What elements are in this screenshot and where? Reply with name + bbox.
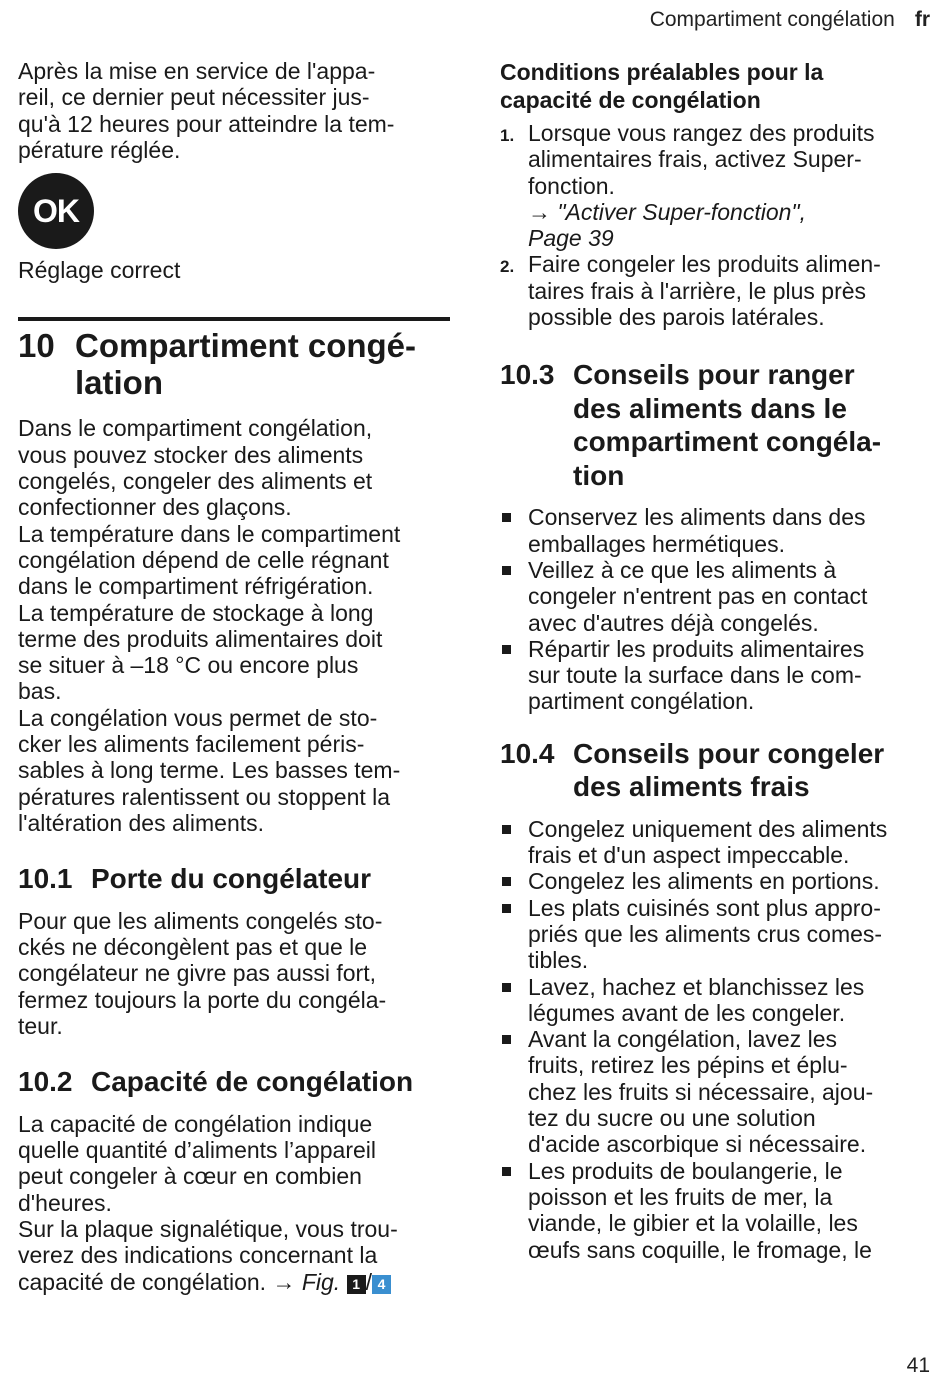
chapter-paragraph: Dans le compartiment congélation, vous pouvez stocker des aliments congelés, congeler des aliments et confectionner des glaçons. [18,415,373,521]
section-10-1-heading [18,862,450,896]
section-number: 10.4 [500,737,555,769]
section-number: 10.3 [500,359,555,391]
chapter-paragraph: La température dans le compartiment congélation dépend de celle régnant dans le compartiment réfrigération. [18,520,401,600]
section-10-3-heading [500,358,932,492]
bullet-square-icon [502,825,511,834]
ok-caption: Réglage correct [18,257,181,284]
chapter-number: 10 [18,327,55,365]
section-title: Capacité de congélation [91,1066,414,1098]
chapter-body [18,415,450,836]
bullet-square-icon [502,877,511,886]
chapter-heading [18,327,450,401]
chapter-rule [18,317,450,321]
list-item-text: Répartir les produits alimentaires sur toute la surface dans le com- partiment congélation. [528,635,865,715]
list-item-text: Congelez les aliments en portions. [528,868,880,895]
step-number: 1. [500,126,515,145]
list-item-text: Avant la congélation, lavez les fruits, retirez les pépins et éplu- chez les fruits si nécessaire, ajou- tez du sucre ou une solution d'acide ascorbique si nécessaire. [528,1026,874,1158]
chapter-paragraph: La température de stockage à long terme des produits alimentaires doit se situer à –18 °C ou encore plus bas. [18,599,383,705]
section-10-1-paragraph: Pour que les aliments congelés sto- ckés ne décongèlent pas et que le congélateur ne givre pas aussi fort, fermez toujours la porte du congéla- teur. [18,907,387,1039]
list-item-text: Conservez les aliments dans des emballages hermétiques. [528,504,866,557]
left-column [18,58,450,1295]
list-item [500,1026,932,1157]
list-item [500,895,932,974]
list-item [500,974,932,1027]
conditions-heading: Conditions préalables pour la capacité de congélation [500,59,824,113]
header-section-title: Compartiment congélation [649,8,895,31]
bullet-square-icon [502,1167,511,1176]
chapter-title: Compartiment congé- lation [75,327,417,402]
header-language-code: fr [914,8,930,31]
list-item [500,504,932,557]
list-item [500,120,932,251]
list-item [500,557,932,636]
step-text: Lorsque vous rangez des produits alimentaires frais, activez Super- fonction. [528,120,875,199]
list-item [500,868,932,894]
right-column [500,58,932,1263]
section-10-4-heading [500,737,932,804]
fig-label: Fig. [301,1268,341,1295]
section-10-2-heading [18,1065,450,1099]
section-10-2-paragraph: La capacité de congélation indique quelle quantité d’aliments l’appareil peut congeler à cœur en combien d'heures. [18,1110,377,1216]
fig-separator: / [365,1268,372,1295]
list-item-text: Veillez à ce que les aliments à congeler n'entrent pas en contact avec d'autres déjà congelés. [528,556,868,636]
list-item-text: Lavez, hachez et blanchissez les légumes avant de les congeler. [528,973,865,1026]
list-item [500,251,932,330]
arrow-right-icon: → [272,1268,296,1295]
bullet-square-icon [502,904,511,913]
bullet-square-icon [502,983,511,992]
section-10-4-list [500,816,932,1263]
fig-reference-text: Sur la plaque signalétique, vous trou- verez des indications concernant la capacité de congélation. [18,1215,398,1295]
figure-4-badge: 4 [372,1275,391,1294]
figure-1-badge: 1 [347,1275,366,1294]
section-number: 10.2 [18,1066,73,1098]
section-title: Conseils pour ranger des aliments dans le compartiment congéla- tion [573,359,882,491]
step-number: 2. [500,257,515,277]
section-10-3-list [500,504,932,714]
section-10-2-paragraph-fig [18,1216,450,1295]
running-header [650,8,930,32]
list-item-text: Les produits de boulangerie, le poisson et les fruits de mer, la viande, le gibier et la volaille, les œufs sans coquille, le fromage, le [528,1157,872,1263]
conditions-steps [500,120,932,330]
section-number: 10.1 [18,863,73,895]
bullet-square-icon [502,1035,511,1044]
list-item [500,636,932,715]
intro-paragraph: Après la mise en service de l'appa- reil, ce dernier peut nécessiter jus- qu'à 12 heures pour atteindre la tem- pérature réglée. [18,58,395,163]
chapter-paragraph: La congélation vous permet de sto- cker les aliments facilement péris- sables à long terme. Les basses tem- pératures ralentissent ou stoppent la l'altération des aliments. [18,704,401,836]
bullet-square-icon [502,566,511,575]
bullet-square-icon [502,645,511,654]
list-item [500,1158,932,1263]
cross-reference-link[interactable]: → "Activer Super-fonction", Page 39 [528,198,806,252]
list-item-text: Les plats cuisinés sont plus appro- priés que les aliments crus comes- tibles. [528,894,883,974]
step-text: Faire congeler les produits alimen- taires frais à l'arrière, le plus près possible des parois latérales. [528,251,881,331]
page-number: 41 [906,1354,930,1377]
bullet-square-icon [502,513,511,522]
section-title: Conseils pour congeler des aliments frais [573,737,885,803]
ok-icon: OK [18,173,94,249]
section-title: Porte du congélateur [91,863,372,895]
list-item-text: Congelez uniquement des aliments frais et d'un aspect impeccable. [528,815,888,869]
list-item [500,816,932,869]
